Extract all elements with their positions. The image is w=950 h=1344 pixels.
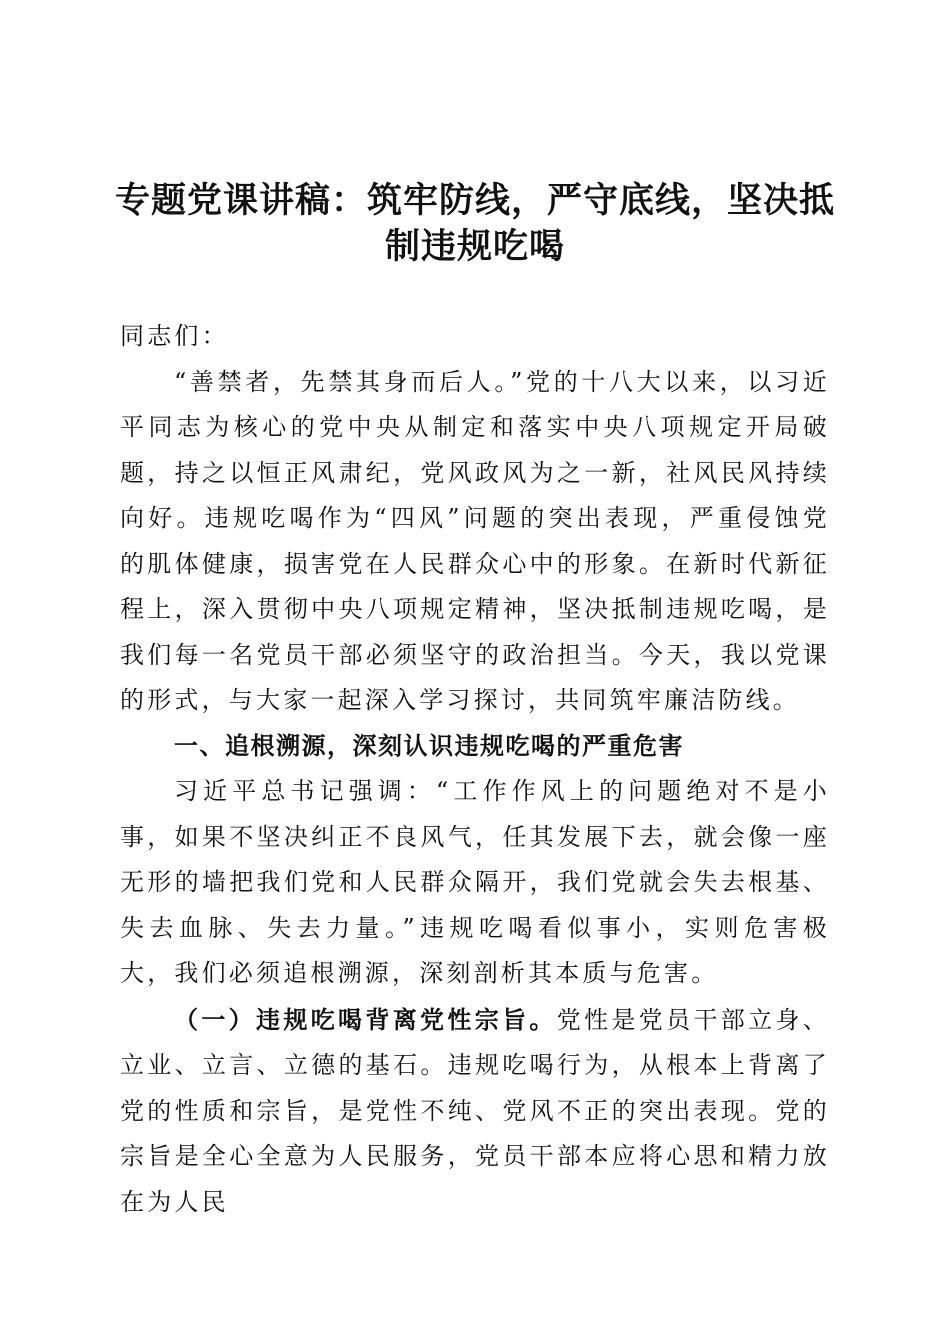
document-title: 专题党课讲稿：筑牢防线，严守底线，坚决抵制违规吃喝: [114, 180, 835, 267]
salutation: 同志们：: [120, 322, 229, 350]
paragraph-intro: “善禁者，先禁其身而后人。”党的十八大以来，以习近平同志为核心的党中央从制定和落实中央八项规定开局破题，持之以恒正风肃纪，党风政风为之一新，社风民风持续向好。违规吃喝作为“四风”问题的突出表现，严重侵蚀党的肌体健康，损害党在人民群众心中的形象。在新时代新征程上，深入贯彻中央八项规定精神，坚决抵制违规吃喝，是我们每一名党员干部必须坚守的政治担当。今天，我以党课的形式，与大家一起深入学习探讨，共同筑牢廉洁防线。: [120, 367, 830, 714]
document-body: [120, 314, 830, 1225]
subsection-1-text: 党性是党员干部立身、立业、立言、立德的基石。违规吃喝行为，从根本上背离了党的性质和宗旨，是党性不纯、党风不正的突出表现。党的宗旨是全心全意为人民服务，党员干部本应将心思和精力放在为人民: [120, 1005, 830, 1216]
paragraph-subsection-1: [120, 997, 830, 1226]
paragraph-section-1: 习近平总书记强调：“工作作风上的问题绝对不是小事，如果不坚决纠正不良风气，任其发展下去，就会像一座无形的墙把我们党和人民群众隔开，我们党就会失去根基、失去血脉、失去力量。”违规吃喝看似事小，实则危害极大，我们必须追根溯源，深刻剖析其本质与危害。: [120, 777, 830, 987]
section-heading-1: 一、追根溯源，深刻认识违规吃喝的严重危害: [174, 731, 684, 760]
subsection-heading-1: （一）违规吃喝背离党性宗旨。: [174, 1004, 557, 1034]
